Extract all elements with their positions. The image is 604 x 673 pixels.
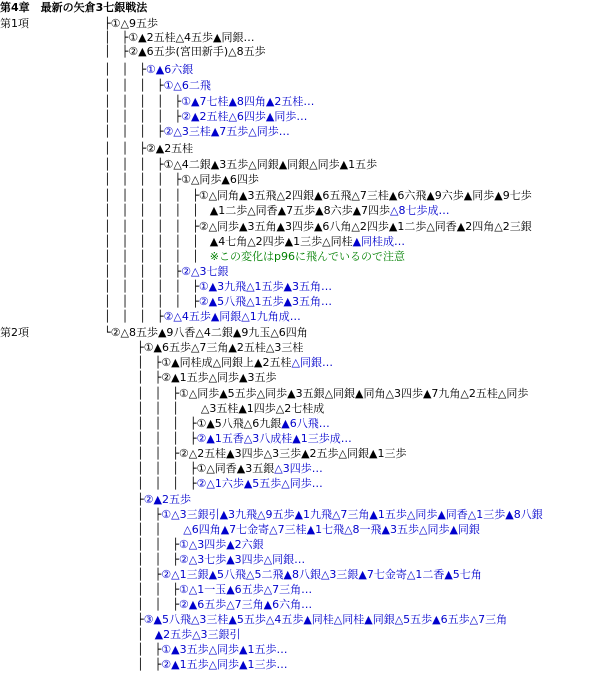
tree-line — [104, 264, 228, 280]
move-text: │ │ ├ — [104, 63, 146, 76]
move-link[interactable]: ②▲2五桂△6四歩▲同歩… — [181, 110, 308, 123]
move-text: │ │ │ │ │ │ ▲1二歩△同香▲7五歩▲8六歩▲7四歩 — [104, 204, 391, 217]
move-link[interactable]: ②▲1五歩△同歩▲1三歩… — [161, 658, 288, 671]
tree-line — [104, 401, 324, 417]
move-text: │ │ │ ├①△4二銀▲3五歩△同銀▲同銀△同歩▲1五歩 — [104, 158, 378, 171]
tree-line — [104, 522, 480, 538]
move-text: │ │ │ │ │ ├ — [104, 295, 199, 308]
tree-line — [104, 492, 191, 508]
move-link[interactable]: ②△3七歩▲3四歩△同銀… — [178, 553, 306, 566]
move-text: │ │ │ │ │ ├②△同歩▲3五角▲3四歩▲6八角△2四歩▲1二歩△同香▲2四角△2三銀 — [104, 220, 532, 233]
tree-line — [104, 234, 405, 250]
move-text: ├①△9五歩 — [104, 17, 158, 30]
move-link[interactable]: ▲2五歩△3三銀引 — [154, 628, 241, 641]
tree-line — [104, 62, 193, 78]
tree-line — [0, 16, 29, 32]
move-text: │ │ │ │ ├①△同歩▲6四歩 — [104, 173, 259, 186]
tree-line — [104, 157, 377, 173]
move-link[interactable]: ②△3七銀 — [181, 265, 229, 278]
tree-line — [104, 249, 405, 265]
tree-line — [104, 370, 276, 386]
move-text: │ │ │ │ │ │ ▲4七角△2四歩▲1三歩△同桂 — [104, 235, 353, 248]
move-link[interactable]: ②△1六歩▲5五歩△同歩… — [196, 477, 323, 490]
move-text: │ │ │ ├ — [104, 477, 197, 490]
move-text: │ │ ├ — [104, 598, 179, 611]
tree-line — [104, 476, 323, 492]
tree-line — [104, 279, 332, 295]
tree-line — [104, 627, 241, 643]
move-text: │ ├ — [104, 643, 162, 656]
move-text: │ ├②▲6五歩(宮田新手)△8五歩 — [104, 45, 266, 58]
move-text: │ │ │ △3五桂▲1四歩△2七桂成 — [104, 402, 325, 415]
move-text: │ │ ├ — [104, 538, 179, 551]
move-text: ├ — [104, 493, 144, 506]
move-text: │ │ │ │ │ │ — [104, 250, 210, 263]
tree-line — [104, 355, 333, 371]
tree-line — [104, 461, 323, 477]
move-link[interactable]: ②▲5八飛△1五歩▲3五角… — [198, 295, 332, 308]
move-link[interactable]: ②△4五歩▲同銀△1九角成… — [163, 310, 301, 323]
tree-line — [104, 172, 259, 188]
tree-line — [104, 507, 543, 523]
move-text: │ — [104, 628, 155, 641]
move-link[interactable]: ②▲1五香△3八成桂▲1三歩成… — [196, 432, 352, 445]
move-link[interactable]: ▲同桂成… — [352, 235, 406, 248]
move-link[interactable]: △同銀… — [291, 356, 333, 369]
tree-line — [104, 94, 314, 110]
move-text: │ │ │ │ ├ — [104, 95, 182, 108]
move-link[interactable]: ②▲6五歩△7三角▲6六角… — [178, 598, 313, 611]
move-link[interactable]: △6四角▲7七金寄△7三桂▲1七飛△8一飛▲3五歩△同歩▲同銀 — [183, 523, 480, 536]
tree-line — [104, 446, 406, 462]
move-text: │ │ │ ├ — [104, 432, 197, 445]
move-text: │ │ │ ├ — [104, 125, 164, 138]
note-text: ※この変化はp96に飛んでいるので注意 — [209, 250, 405, 263]
move-text: ├ — [104, 613, 144, 626]
tree-line — [104, 294, 332, 310]
tree-line — [104, 340, 303, 356]
tree-line — [104, 309, 301, 325]
tree-line — [104, 537, 264, 553]
move-link[interactable]: ②△3三桂▲7五歩△同歩… — [163, 125, 290, 138]
move-text: │ │ ├①△同歩▲5五歩△同歩▲3五銀△同銀▲同角△3四歩▲7九角△2五桂△同歩 — [104, 387, 529, 400]
tree-line — [104, 124, 290, 140]
move-link[interactable]: ②▲2五歩 — [143, 493, 191, 506]
tree-line — [104, 567, 482, 583]
move-text: │ ├①▲同桂成△同銀上▲2五桂 — [104, 356, 292, 369]
move-text: │ │ │ ├ — [104, 310, 164, 323]
move-text: │ │ │ │ ├ — [104, 265, 182, 278]
tree-line — [104, 325, 308, 341]
tree-line — [104, 386, 528, 402]
move-text: ├①▲6五歩△7三角▲2五桂△3三桂 — [104, 341, 304, 354]
move-text: │ ├ — [104, 508, 162, 521]
move-link[interactable]: △8七歩成… — [390, 204, 450, 217]
move-text: │ │ │ │ │ ├ — [104, 280, 199, 293]
move-text: 第4章 最新の矢倉3七銀戦法 — [0, 1, 148, 14]
move-text: │ │ │ ├①△同香▲3五銀 — [104, 462, 275, 475]
move-link[interactable]: ①▲3九飛△1五歩▲3五角… — [198, 280, 332, 293]
move-text: │ ├②▲1五歩△同歩▲3五歩 — [104, 371, 277, 384]
move-link[interactable]: ①△6二飛 — [163, 79, 211, 92]
move-link[interactable]: ①▲3五歩△同歩▲1五歩… — [161, 643, 288, 656]
move-link[interactable]: ▲6八飛… — [281, 417, 330, 430]
move-text: │ │ ├②▲2五桂 — [104, 142, 194, 155]
tree-line — [104, 612, 507, 628]
move-link[interactable]: ①△3三銀引▲3九飛△9五歩▲1九飛△7三角▲1五歩△同歩▲同香△1三歩▲8八銀 — [161, 508, 543, 521]
tree-line — [104, 203, 450, 219]
move-text: 第1項 — [0, 17, 29, 30]
move-link[interactable]: ①△3四歩▲2六銀 — [178, 538, 264, 551]
move-link[interactable]: △3四歩… — [274, 462, 323, 475]
tree-line — [104, 431, 352, 447]
tree-line — [104, 141, 193, 157]
tree-line — [104, 552, 305, 568]
page-title — [0, 0, 147, 16]
tree-line — [104, 219, 532, 235]
move-text: │ │ ├②△2五桂▲3四歩△3三歩▲2五歩△同銀▲1三歩 — [104, 447, 407, 460]
tree-line — [104, 44, 266, 60]
move-link[interactable]: ③▲5八飛△3三桂▲5五歩△4五歩▲同桂△同桂▲同銀△5五歩▲6五歩△7三角 — [143, 613, 508, 626]
move-text: │ │ │ ├①▲5八飛△6九銀 — [104, 417, 282, 430]
move-link[interactable]: ①▲6六銀 — [145, 63, 194, 76]
move-text: │ ├ — [104, 658, 162, 671]
move-text: │ │ — [104, 523, 184, 536]
tree-line — [104, 188, 532, 204]
tree-line — [0, 325, 29, 341]
tree-line — [104, 78, 211, 94]
move-text: │ │ │ ├ — [104, 79, 164, 92]
tree-line — [104, 642, 288, 658]
tree-line — [104, 582, 312, 598]
move-link[interactable]: ①△1一玉▲6五歩△7三角… — [178, 583, 313, 596]
move-text: │ ├①▲2五桂△4五歩▲同銀… — [104, 31, 255, 44]
tree-line — [104, 657, 288, 673]
move-text: │ │ ├ — [104, 583, 179, 596]
move-link[interactable]: ①▲7七桂▲8四角▲2五桂… — [181, 95, 315, 108]
move-text: │ │ ├ — [104, 553, 179, 566]
move-text: │ ├ — [104, 568, 162, 581]
move-text: │ │ │ │ │ ├①△同角▲3五飛△2四銀▲6五飛△7三桂▲6六飛▲9六歩▲同歩▲9七歩 — [104, 189, 532, 202]
move-text: 第2項 — [0, 326, 29, 339]
tree-line — [104, 597, 312, 613]
move-text: │ │ │ │ ├ — [104, 110, 182, 123]
tree-line — [104, 109, 307, 125]
tree-line — [104, 416, 330, 432]
move-link[interactable]: ②△1三銀▲5八飛△5二飛▲8八銀△3三銀▲7七金寄△1二香▲5七角 — [161, 568, 482, 581]
move-text: └②△8五歩▲9八香△4二銀▲9九玉△6四角 — [104, 326, 308, 339]
